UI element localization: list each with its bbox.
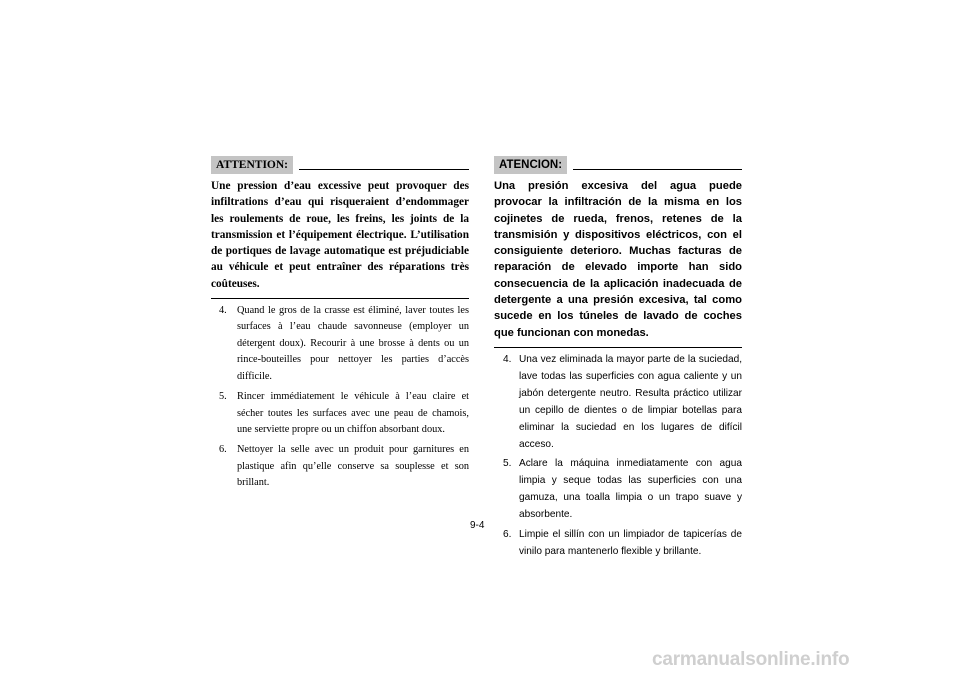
caution-end-rule xyxy=(494,347,742,348)
caution-header xyxy=(211,154,469,174)
step-number: 6. xyxy=(219,444,227,456)
french-column xyxy=(211,154,469,496)
steps-list xyxy=(211,303,469,491)
caution-label: ATTENTION: xyxy=(211,156,293,174)
step-number: 5. xyxy=(219,391,227,403)
step-item xyxy=(211,303,469,385)
caution-end-rule xyxy=(211,298,469,299)
step-item xyxy=(494,352,742,453)
step-item xyxy=(211,389,469,438)
step-number: 4. xyxy=(503,353,512,365)
caution-rule xyxy=(299,169,469,170)
step-item xyxy=(211,442,469,491)
spanish-column xyxy=(494,154,742,564)
step-text: Una vez eliminada la mayor parte de la suciedad, lave todas las superficies con agua caliente y un jabón detergente neutro. Resulta práctico utilizar un cepillo de dientes o de limpiar botellas para eliminar la suciedad en los lugares de difícil acceso. xyxy=(519,353,742,450)
step-text: Quand le gros de la crasse est éliminé, laver toutes les surfaces à l’eau chaude savonneuse (employer un détergent doux). Recourir à une brosse à dents ou un rince-bouteilles pour nettoyer les parties d’accès difficile. xyxy=(237,305,469,382)
step-number: 4. xyxy=(219,305,227,317)
step-text: Nettoyer la selle avec un produit pour garnitures en plastique afin qu’elle conserve sa souplesse et son brillant. xyxy=(237,444,469,489)
watermark[interactable]: carmanualsonline.info xyxy=(652,649,850,670)
step-text: Limpie el sillín con un limpiador de tapicerías de vinilo para mantenerlo flexible y brillante. xyxy=(519,529,742,557)
step-text: Aclare la máquina inmediatamente con agua limpia y seque todas las superficies con una gamuza, una toalla limpia o un trapo suave y absorbente. xyxy=(519,458,742,521)
step-number: 6. xyxy=(503,529,512,541)
caution-label: ATENCION: xyxy=(494,156,567,174)
step-item xyxy=(494,527,742,561)
steps-list xyxy=(494,352,742,561)
caution-header xyxy=(494,154,742,174)
caution-text: Une pression d’eau excessive peut provoquer des infiltrations d’eau qui risqueraient d’endommager les roulements de roue, les freins, les joints de la transmission et l’équipement électrique. L’utilisation de portiques de lavage automatique est préjudiciable au véhicule et peut entraîner des réparations très coûteuses. xyxy=(211,180,469,290)
step-number: 5. xyxy=(503,458,512,470)
caution-rule xyxy=(573,169,742,170)
step-text: Rincer immédiatement le véhicule à l’eau claire et sécher toutes les surfaces avec une peau de chamois, une serviette propre ou un chiffon absorbant doux. xyxy=(237,391,469,435)
step-item xyxy=(494,456,742,524)
page-number: 9-4 xyxy=(470,520,485,531)
caution-text: Una presión excesiva del agua puede provocar la infiltración de la misma en los cojinetes de rueda, frenos, retenes de la transmisión y dispositivos eléctricos, con el consiguiente deterioro. Muchas facturas de reparación de elevado importe han sido consecuencia de la aplicación inadecuada de detergente a una presión excesiva, tal como sucede en los túneles de lavado de coches que funcionan con monedas. xyxy=(494,180,742,339)
